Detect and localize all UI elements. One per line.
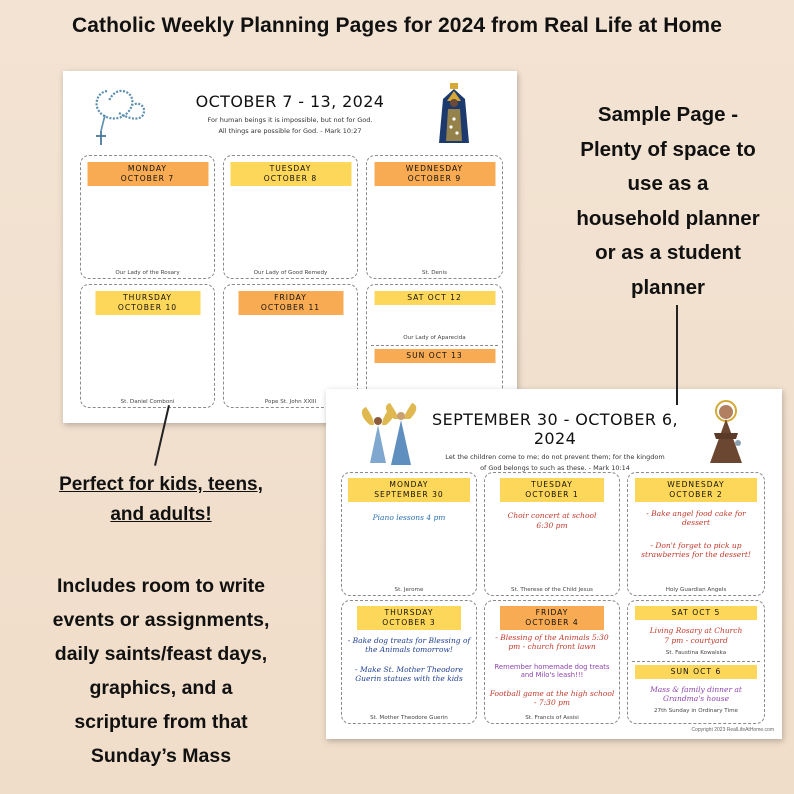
text-line: Sample Page - xyxy=(597,103,739,126)
day-date: OCTOBER 4 xyxy=(525,617,579,627)
scripture-verse xyxy=(410,452,700,474)
day-cell-monday[interactable] xyxy=(341,472,477,596)
saint-of-day: St. Francis of Assisi xyxy=(525,715,579,721)
saint-of-day-sunday: 27th Sunday in Ordinary Time xyxy=(654,708,738,714)
text-line: Includes room to write xyxy=(56,575,266,597)
saint-of-day: St. Jerome xyxy=(394,587,424,593)
verse-line-2: All things are possible for God. - Mark 10:27 xyxy=(218,127,362,136)
text-line: and adults! xyxy=(110,504,212,525)
page-header xyxy=(410,410,700,474)
day-name: TUESDAY xyxy=(269,164,312,173)
weekend-divider xyxy=(371,345,498,346)
saint-of-day-saturday: Our Lady of Aparecida xyxy=(403,335,466,341)
day-label xyxy=(95,291,200,315)
text-line: use as a xyxy=(627,172,709,195)
day-name: FRIDAY xyxy=(274,293,307,302)
day-label-saturday: SAT OCT 5 xyxy=(635,606,757,620)
day-label-saturday: SAT OCT 12 xyxy=(374,291,495,305)
audience-text xyxy=(26,470,296,530)
page-header xyxy=(163,92,417,137)
day-name: TUESDAY xyxy=(531,480,573,489)
planner-entry[interactable]: - Bake dog treats for Blessing of the Animals tomorrow! xyxy=(347,636,471,655)
text-line: graphics, and a xyxy=(89,677,233,699)
week-date: SEPTEMBER 30 - OCTOBER 6, 2024 xyxy=(432,410,678,448)
day-label xyxy=(374,162,495,186)
planner-entry[interactable]: 7 pm - courtyard xyxy=(664,636,728,645)
saint-of-day: Our Lady of the Rosary xyxy=(115,270,180,276)
day-label xyxy=(635,478,757,502)
text-line: Plenty of space to xyxy=(580,137,756,161)
pointer-line-sample xyxy=(676,305,678,405)
planner-entry[interactable]: - Don't forget to pick up strawberries for the dessert! xyxy=(641,541,751,560)
day-cell-wednesday[interactable] xyxy=(627,472,765,596)
day-name: THURSDAY xyxy=(384,608,434,617)
week-date: OCTOBER 7 - 13, 2024 xyxy=(195,92,385,111)
day-cell-tuesday[interactable] xyxy=(484,472,620,596)
planner-entry[interactable]: Living Rosary at Church xyxy=(649,626,743,635)
saint-of-day: St. Daniel Comboni xyxy=(120,399,175,405)
day-name: MONDAY xyxy=(127,164,168,173)
saint-of-day: Pope St. John XXIII xyxy=(264,399,317,405)
day-label xyxy=(87,162,208,186)
saint-of-day: St. Denis xyxy=(421,270,448,276)
planner-entry[interactable]: Football game at the high school - 7:30 pm xyxy=(489,689,615,708)
day-cell-thursday[interactable] xyxy=(80,284,215,408)
day-date: OCTOBER 1 xyxy=(525,489,579,499)
day-cell-tuesday[interactable] xyxy=(223,155,358,279)
angels-icon xyxy=(356,403,418,465)
text-line: planner xyxy=(630,275,706,299)
page-title: Catholic Weekly Planning Pages for 2024 from Real Life at Home xyxy=(71,14,722,37)
weekend-divider xyxy=(632,661,760,662)
planner-entry[interactable]: 6:30 pm xyxy=(536,521,568,530)
day-date: OCTOBER 11 xyxy=(260,302,321,312)
day-label xyxy=(500,478,604,502)
day-date: OCTOBER 2 xyxy=(669,489,723,499)
saint-of-day: Our Lady of Good Remedy xyxy=(253,270,328,276)
verse-line-1: For human beings it is impossible, but not for God. xyxy=(207,116,373,124)
day-label xyxy=(230,162,351,186)
day-date: OCTOBER 8 xyxy=(263,173,318,183)
day-date: SEPTEMBER 30 xyxy=(374,489,444,499)
day-date: OCTOBER 3 xyxy=(382,617,436,627)
day-label xyxy=(357,606,461,630)
saint-of-day: Holy Guardian Angels xyxy=(665,587,727,593)
planner-entry[interactable]: - Blessing of the Animals 5:30 pm - church front lawn xyxy=(495,633,609,652)
day-name: WEDNESDAY xyxy=(667,480,725,489)
day-cell-thursday[interactable] xyxy=(341,600,477,724)
planner-entry[interactable]: Mass & family dinner at Grandma's house xyxy=(650,685,742,704)
day-label xyxy=(238,291,343,315)
saint-of-day: St. Mother Theodore Guerin xyxy=(370,715,448,721)
day-date: OCTOBER 7 xyxy=(120,173,175,183)
planner-page-october-7-13 xyxy=(63,71,517,423)
planner-entry[interactable]: - Make St. Mother Theodore Guerin statues with the kids xyxy=(355,665,463,684)
planner-entry[interactable]: Choir concert at school xyxy=(507,511,597,520)
day-name: THURSDAY xyxy=(123,293,172,302)
verse-line-1: Let the children come to me; do not prevent them; for the kingdom xyxy=(445,453,665,461)
text-line: Sunday’s Mass xyxy=(90,745,232,767)
copyright: Copyright 2023 RealLifeAtHome.com xyxy=(691,727,774,733)
verse-line-2: of God belongs to such as these. - Mark 10:14 xyxy=(480,464,630,473)
text-line: or as a student xyxy=(595,241,741,264)
day-date: OCTOBER 10 xyxy=(117,302,178,312)
day-label xyxy=(348,478,470,502)
text-line: scripture from that xyxy=(74,711,248,733)
rosary-icon xyxy=(89,85,147,147)
sample-page-text xyxy=(540,98,794,305)
day-cell-monday[interactable] xyxy=(80,155,215,279)
day-name: WEDNESDAY xyxy=(405,164,464,173)
planner-entry[interactable]: Remember homemade dog treats and Milo's leash!!! xyxy=(494,663,610,680)
day-cell-weekend[interactable] xyxy=(627,600,765,724)
planner-entry[interactable]: - Bake angel food cake for dessert xyxy=(646,509,746,528)
saint-of-day-saturday: St. Faustina Kowalska xyxy=(665,650,727,656)
day-label-sunday: SUN OCT 6 xyxy=(635,665,757,679)
text-line: Perfect for kids, teens, xyxy=(59,474,263,495)
text-line: daily saints/feast days, xyxy=(54,643,268,665)
day-name: FRIDAY xyxy=(535,608,569,617)
scripture-verse xyxy=(163,115,417,137)
day-date: OCTOBER 9 xyxy=(407,173,462,183)
planner-entry[interactable]: Piano lessons 4 pm xyxy=(372,513,446,522)
day-name: MONDAY xyxy=(389,480,429,489)
day-label xyxy=(500,606,604,630)
day-cell-friday[interactable] xyxy=(484,600,620,724)
planner-page-sep-30-oct-6 xyxy=(326,389,782,739)
virgin-mary-icon xyxy=(435,83,473,145)
saint-of-day: St. Therese of the Child Jesus xyxy=(511,587,593,593)
text-line: household planner xyxy=(576,206,760,230)
text-line: events or assignments, xyxy=(52,609,270,631)
features-text xyxy=(14,569,308,773)
day-cell-wednesday[interactable] xyxy=(366,155,503,279)
st-francis-icon xyxy=(704,399,748,465)
day-label-sunday: SUN OCT 13 xyxy=(374,349,495,363)
